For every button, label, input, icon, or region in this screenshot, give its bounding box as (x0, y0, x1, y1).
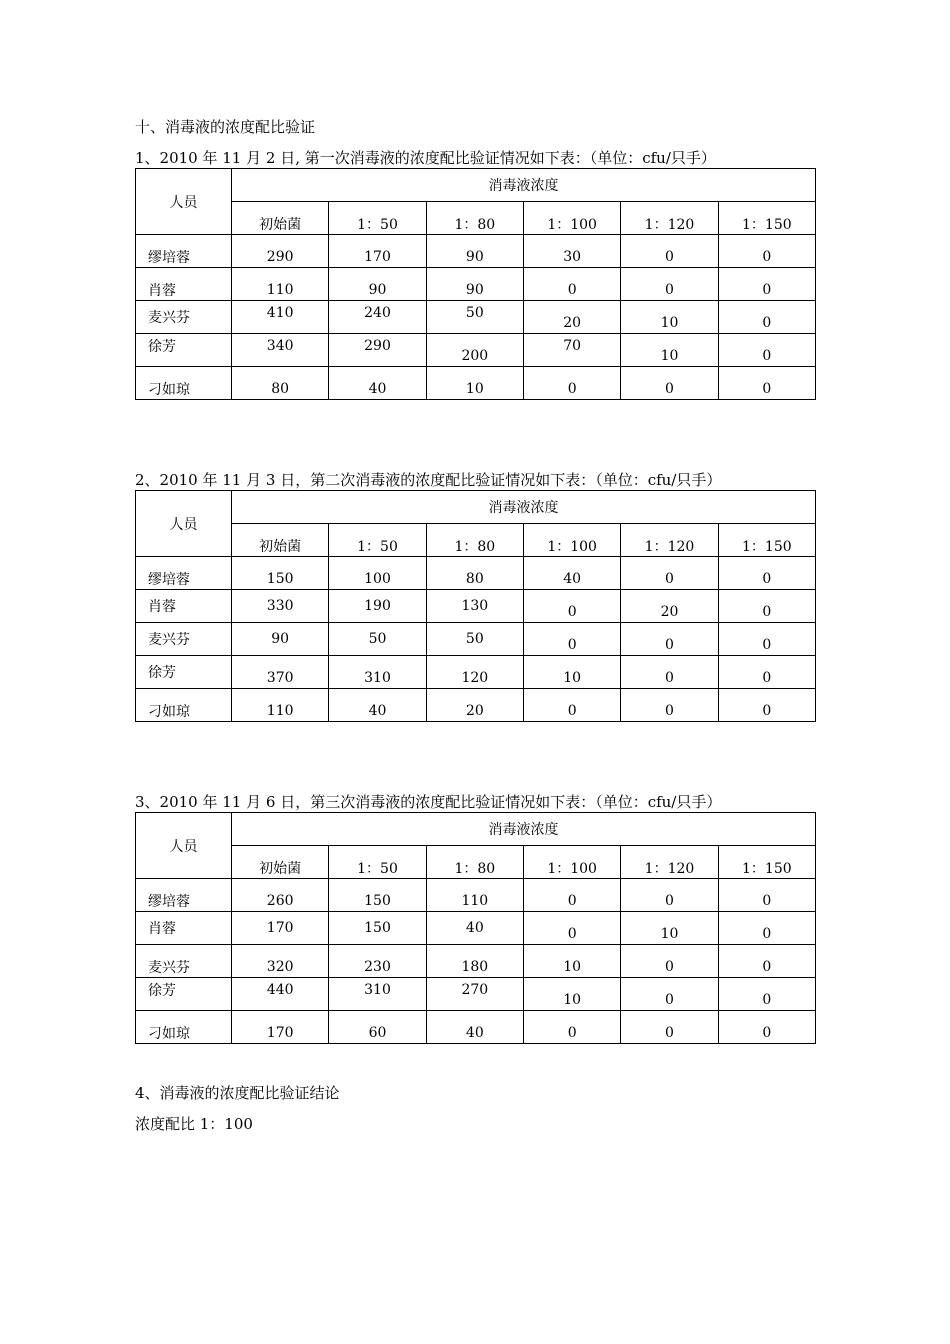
table-cell: 0 (621, 268, 718, 301)
table-cell: 80 (232, 367, 329, 400)
table-cell: 200 (426, 334, 523, 367)
column-header: 初始菌 (232, 524, 329, 557)
table-cell: 150 (329, 912, 426, 945)
table-cell: 0 (718, 623, 815, 656)
person-header: 人员 (136, 169, 232, 235)
table-cell: 0 (621, 656, 718, 689)
table-cell: 0 (718, 268, 815, 301)
table-cell: 20 (426, 689, 523, 722)
table-row (136, 235, 816, 268)
concentration-header: 消毒液浓度 (232, 169, 816, 202)
table-cell: 0 (621, 557, 718, 590)
table-cell: 170 (232, 1011, 329, 1044)
table-cell: 40 (329, 367, 426, 400)
person-header: 人员 (136, 491, 232, 557)
column-header: 初始菌 (232, 202, 329, 235)
table-row (136, 912, 816, 945)
column-header: 1：50 (329, 524, 426, 557)
table-cell: 30 (523, 235, 620, 268)
table-cell: 40 (426, 912, 523, 945)
table-cell: 0 (718, 656, 815, 689)
table-cell: 330 (232, 590, 329, 623)
person-name: 刁如琼 (136, 689, 232, 722)
person-name: 刁如琼 (136, 367, 232, 400)
table-cell: 20 (523, 301, 620, 334)
table-cell: 10 (621, 334, 718, 367)
table-cell: 0 (718, 334, 815, 367)
table-cell: 20 (621, 590, 718, 623)
table-cell: 120 (426, 656, 523, 689)
table-cell: 110 (232, 268, 329, 301)
person-name: 徐芳 (136, 656, 232, 689)
table-cell: 0 (718, 1011, 815, 1044)
table-cell: 180 (426, 945, 523, 978)
table-cell: 0 (523, 879, 620, 912)
table-cell: 0 (621, 367, 718, 400)
table-cell: 0 (718, 590, 815, 623)
column-header: 1：80 (426, 846, 523, 879)
column-header: 1：150 (718, 846, 815, 879)
table-cell: 310 (329, 978, 426, 1011)
table-cell: 310 (329, 656, 426, 689)
table-cell: 50 (329, 623, 426, 656)
table-cell: 10 (426, 367, 523, 400)
table-cell: 0 (523, 689, 620, 722)
column-header: 1：150 (718, 524, 815, 557)
table-cell: 320 (232, 945, 329, 978)
person-name: 麦兴芬 (136, 623, 232, 656)
table-cell: 40 (329, 689, 426, 722)
table-cell: 130 (426, 590, 523, 623)
column-header: 1：100 (523, 524, 620, 557)
table-cell: 240 (329, 301, 426, 334)
table-cell: 60 (329, 1011, 426, 1044)
column-header: 1：120 (621, 202, 718, 235)
table-cell: 410 (232, 301, 329, 334)
table-cell: 170 (232, 912, 329, 945)
column-header: 1：120 (621, 524, 718, 557)
table-cell: 0 (621, 1011, 718, 1044)
table-row (136, 945, 816, 978)
table-cell: 190 (329, 590, 426, 623)
table-cell: 110 (426, 879, 523, 912)
table-cell: 0 (621, 978, 718, 1011)
person-name: 缪培蓉 (136, 879, 232, 912)
table-row (136, 301, 816, 334)
column-header: 1：80 (426, 524, 523, 557)
concentration-header: 消毒液浓度 (232, 813, 816, 846)
person-name: 徐芳 (136, 978, 232, 1011)
table-cell: 70 (523, 334, 620, 367)
table-cell: 10 (621, 912, 718, 945)
table-row (136, 978, 816, 1011)
table-cell: 0 (621, 945, 718, 978)
table-cell: 90 (329, 268, 426, 301)
column-header: 1：50 (329, 202, 426, 235)
table-1-caption: 1、2010 年 11 月 2 日, 第一次消毒液的浓度配比验证情况如下表：（单位：cfu/只手） (135, 149, 716, 167)
table-row (136, 1011, 816, 1044)
table-cell: 0 (523, 623, 620, 656)
person-name: 肖蓉 (136, 268, 232, 301)
table-cell: 0 (621, 689, 718, 722)
table-cell: 10 (621, 301, 718, 334)
table-row (136, 879, 816, 912)
person-name: 刁如琼 (136, 1011, 232, 1044)
table-cell: 0 (718, 945, 815, 978)
table-3 (135, 812, 816, 1044)
table-cell: 0 (523, 268, 620, 301)
table-cell: 0 (621, 623, 718, 656)
table-cell: 90 (426, 268, 523, 301)
person-name: 缪培蓉 (136, 557, 232, 590)
table-cell: 0 (718, 557, 815, 590)
table-cell: 40 (426, 1011, 523, 1044)
person-header: 人员 (136, 813, 232, 879)
table-row (136, 689, 816, 722)
table-cell: 170 (329, 235, 426, 268)
table-cell: 150 (232, 557, 329, 590)
table-cell: 10 (523, 945, 620, 978)
table-cell: 0 (718, 978, 815, 1011)
table-2 (135, 490, 816, 722)
table-cell: 0 (523, 912, 620, 945)
conclusion-title: 4、消毒液的浓度配比验证结论 (135, 1084, 340, 1102)
table-cell: 290 (329, 334, 426, 367)
table-cell: 0 (523, 590, 620, 623)
table-cell: 0 (718, 301, 815, 334)
table-cell: 90 (232, 623, 329, 656)
concentration-header: 消毒液浓度 (232, 491, 816, 524)
column-header: 1：120 (621, 846, 718, 879)
table-cell: 0 (718, 879, 815, 912)
column-header: 1：80 (426, 202, 523, 235)
column-header: 1：100 (523, 202, 620, 235)
table-cell: 50 (426, 623, 523, 656)
table-cell: 0 (523, 1011, 620, 1044)
table-2-caption: 2、2010 年 11 月 3 日，第二次消毒液的浓度配比验证情况如下表：（单位：cfu/只手） (135, 471, 722, 489)
table-cell: 290 (232, 235, 329, 268)
table-cell: 10 (523, 978, 620, 1011)
table-cell: 260 (232, 879, 329, 912)
person-name: 麦兴芬 (136, 301, 232, 334)
column-header: 1：150 (718, 202, 815, 235)
table-row (136, 557, 816, 590)
table-row (136, 334, 816, 367)
table-cell: 0 (718, 912, 815, 945)
conclusion-text: 浓度配比 1：100 (135, 1115, 253, 1133)
table-cell: 270 (426, 978, 523, 1011)
table-cell: 370 (232, 656, 329, 689)
table-cell: 150 (329, 879, 426, 912)
section-title: 十、消毒液的浓度配比验证 (135, 118, 316, 136)
table-3-caption: 3、2010 年 11 月 6 日，第三次消毒液的浓度配比验证情况如下表：（单位：cfu/只手） (135, 793, 722, 811)
table-1 (135, 168, 816, 400)
table-cell: 0 (718, 367, 815, 400)
table-cell: 340 (232, 334, 329, 367)
table-cell: 440 (232, 978, 329, 1011)
table-cell: 0 (718, 689, 815, 722)
table-row (136, 623, 816, 656)
table-cell: 0 (523, 367, 620, 400)
person-name: 肖蓉 (136, 912, 232, 945)
table-cell: 40 (523, 557, 620, 590)
column-header: 1：50 (329, 846, 426, 879)
person-name: 缪培蓉 (136, 235, 232, 268)
person-name: 麦兴芬 (136, 945, 232, 978)
table-cell: 230 (329, 945, 426, 978)
table-cell: 110 (232, 689, 329, 722)
column-header: 初始菌 (232, 846, 329, 879)
table-cell: 0 (621, 235, 718, 268)
table-cell: 0 (718, 235, 815, 268)
table-cell: 90 (426, 235, 523, 268)
column-header: 1：100 (523, 846, 620, 879)
person-name: 肖蓉 (136, 590, 232, 623)
table-cell: 0 (621, 879, 718, 912)
table-row (136, 590, 816, 623)
table-cell: 100 (329, 557, 426, 590)
table-row (136, 367, 816, 400)
table-row (136, 656, 816, 689)
person-name: 徐芳 (136, 334, 232, 367)
table-row (136, 268, 816, 301)
table-cell: 10 (523, 656, 620, 689)
table-cell: 80 (426, 557, 523, 590)
table-cell: 50 (426, 301, 523, 334)
